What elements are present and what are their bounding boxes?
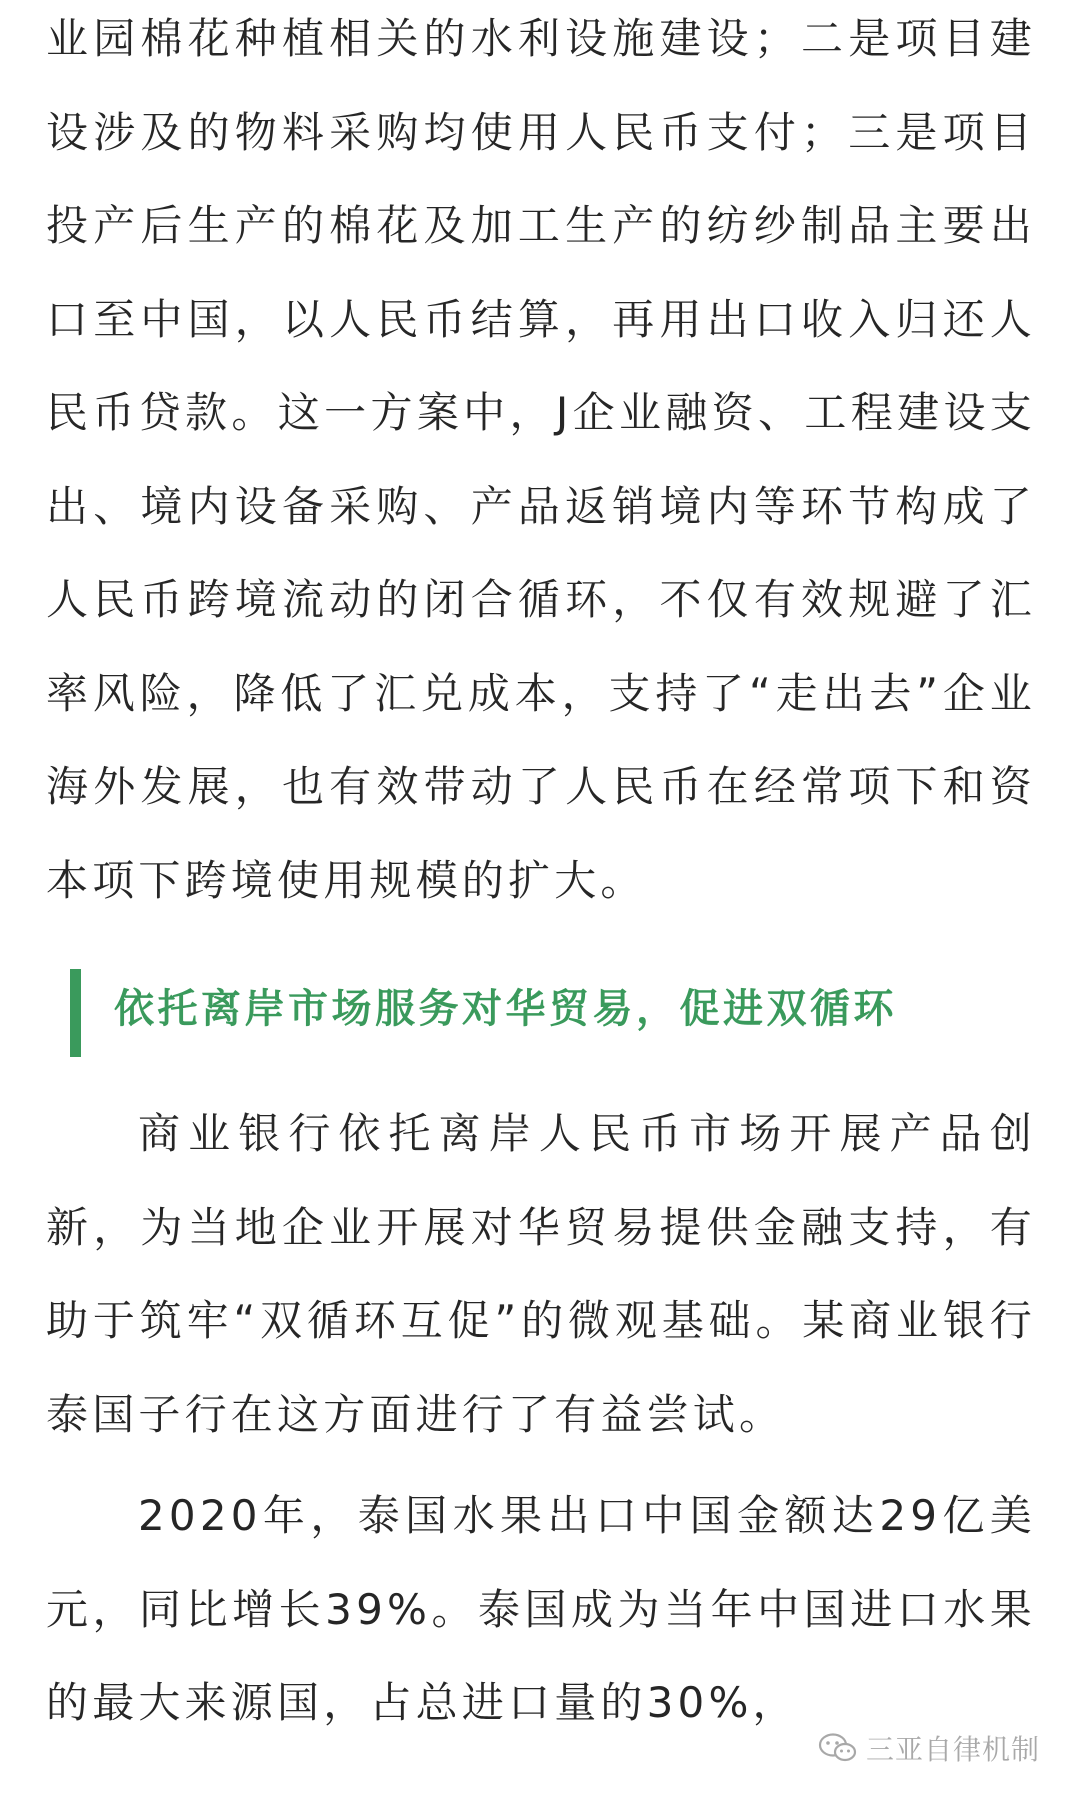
- heading-accent-bar: [70, 969, 81, 1057]
- section-heading: [70, 969, 1036, 1049]
- watermark: [818, 1728, 1040, 1768]
- article-body: [46, 0, 1036, 1750]
- section-heading-text: 依托离岸市场服务对华贸易，促进双循环: [114, 986, 897, 1032]
- article-paragraph: 2020年，泰国水果出口中国金额达29亿美元，同比增长39%。泰国成为当年中国进口水果的最大来源国，占总进口量的30%，: [46, 1491, 1036, 1727]
- article-paragraph: 商业银行依托离岸人民币市场开展产品创新，为当地企业开展对华贸易提供金融支持，有助于筑牢“双循环互促”的微观基础。某商业银行泰国子行在这方面进行了有益尝试。: [46, 1109, 1036, 1439]
- watermark-text: 三亚自律机制: [865, 1733, 1040, 1766]
- article-paragraph: 业园棉花种植相关的水利设施建设；二是项目建设涉及的物料采购均使用人民币支付；三是项目投产后生产的棉花及加工生产的纺纱制品主要出口至中国，以人民币结算，再用出口收入归还人民币贷款。这一方案中，J企业融资、工程建设支出、境内设备采购、产品返销境内等环节构成了人民币跨境流动的闭合循环，不仅有效规避了汇率风险，降低了汇兑成本，支持了“走出去”企业海外发展，也有效带动了人民币在经常项下和资本项下跨境使用规模的扩大。: [46, 14, 1036, 905]
- wechat-icon: [818, 1732, 858, 1764]
